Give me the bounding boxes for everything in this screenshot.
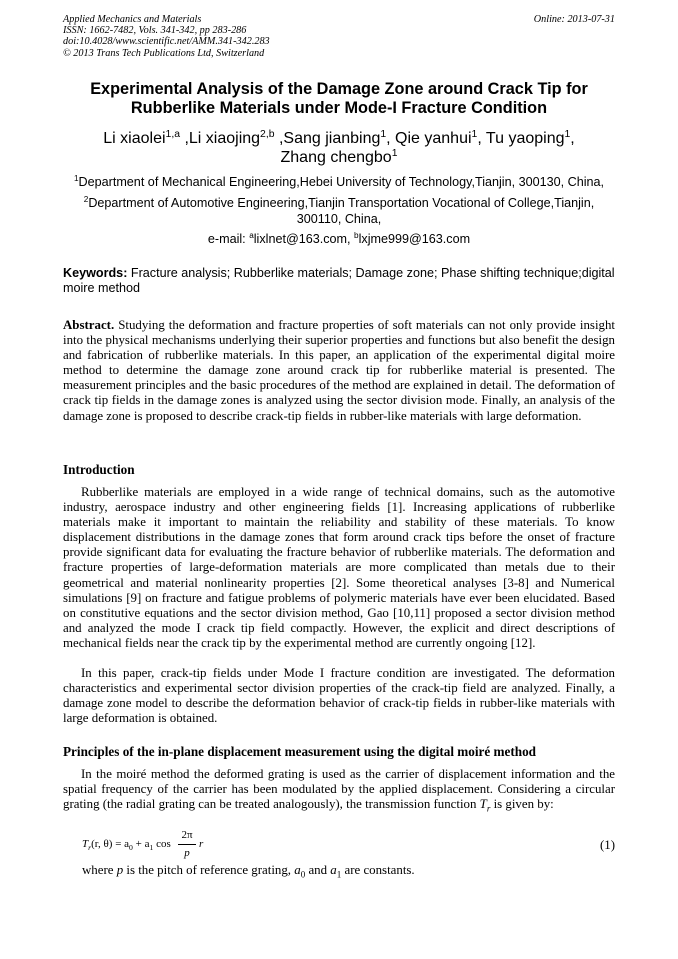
online-date: Online: 2013-07-31: [533, 14, 615, 25]
author-line-1: [63, 129, 615, 148]
keywords-text: Fracture analysis; Rubberlike materials; Damage zone; Phase shifting technique;digital moire method: [63, 266, 615, 295]
introduction-heading: Introduction: [63, 462, 135, 477]
constant-a0: a: [294, 863, 301, 877]
email-address-b[interactable]: lxjme999@163.com: [358, 232, 471, 246]
email-address-a[interactable]: lixlnet@163.com,: [253, 232, 355, 246]
constants-text: are constants.: [341, 863, 415, 877]
equation-subscript-r: r: [88, 843, 92, 853]
title-line-2: Rubberlike Materials under Mode-I Fracture Condition: [130, 99, 548, 117]
author-superscript: 1: [471, 129, 478, 141]
constant-a0-subscript: 0: [300, 869, 306, 880]
introduction-paragraph-2: In this paper, crack-tip fields under Mode I fracture condition are investigated. The deformation characteristics and experimental sector division properties of the crack-tip field are analyzed. Finally, a damage zone model to describe the deformation behavior of crack-tip fields in rubber-like materials with large deformation is obtained.: [63, 666, 615, 726]
doi-line[interactable]: doi:10.4028/www.scientific.net/AMM.341-342.283: [63, 36, 270, 48]
equation-1: [82, 829, 615, 863]
equation-subscript-0: 0: [129, 843, 133, 853]
principles-paragraph: [63, 767, 615, 817]
author-superscript: 1: [380, 129, 387, 141]
affiliation-superscript: 2: [83, 195, 89, 205]
equation-cos: cos: [153, 838, 171, 850]
introduction-paragraph-1: Rubberlike materials are employed in a wide range of technical domains, such as the automotive industry, aerospace industry and other engineering fields [1]. Increasing applications of rubberlike materials make it important to maintain the reliability and stability of these materials. To know displacement distributions in the damage zones that form around crack tips before the onset of fracture provide significant data for evaluating the fracture behavior of rubberlike materials. The deformation and fracture properties of large-deformation materials are more complicated than metals due to their geometrical and material nonlinearity properties [2]. Some theoretical analyses [3-8] and Numerical simulations [9] on fracture and fatigue problems of polymeric materials have ever been elucidated. Based on constitutive equations and the sector division method, Gao [10,11] proposed a sector division method and analyzed the mode I crack tip field compactly. However, the explicit and direct descriptions of mechanical fields near the crack tip by the experimental method are currently ongoing [12].: [63, 485, 615, 650]
issn-line: ISSN: 1662-7482, Vols. 341-342, pp 283-286: [63, 25, 247, 37]
equation-fraction-bar: [178, 844, 196, 845]
affiliation-2-line-1: [63, 195, 615, 211]
author-name: ,Sang jianbing: [274, 130, 381, 147]
abstract-text: Studying the deformation and fracture properties of soft materials can not only provide insight into the physical mechanisms underlying their superior properties and functions but also benefit the design and fabrication of rubberlike materials. In this paper, an application of the experimental digital moire method to determine the damage zone around crack tip for rubberlike material is presented. The measurement principles and the basic procedures of the method are explained in detail. The deformation of crack tip fields in the damage zones is analyzed using the sector division mode. Finally, an analysis of the damage zone is proposed to describe crack-tip fields in rubber-like materials with large deformation.: [63, 318, 615, 423]
pitch-symbol: p: [116, 863, 124, 877]
author-name: Zhang chengbo: [280, 149, 392, 166]
paper-title: [63, 80, 615, 118]
equation-plus: + a: [132, 838, 150, 850]
equation-number: (1): [599, 838, 615, 852]
keywords: [63, 266, 618, 296]
affiliation-2-line-2: 300110, China,: [296, 212, 382, 226]
affiliation-1: [63, 174, 615, 190]
journal-name: Applied Mechanics and Materials: [63, 14, 202, 25]
author-superscript: 1: [391, 148, 398, 160]
affiliation-superscript: 1: [73, 174, 79, 184]
equation-variable-r: r: [199, 838, 204, 850]
author-superscript: 1: [564, 129, 571, 141]
pitch-text: is the pitch of reference grating,: [123, 863, 295, 877]
where-text: where: [82, 863, 117, 877]
author-name: , Tu yaoping: [477, 130, 565, 147]
author-name: Li xiaolei: [103, 130, 166, 147]
author-separator: ,: [570, 130, 575, 147]
author-name: , Qie yanhui: [386, 130, 472, 147]
equation-symbol-t: T: [82, 838, 89, 850]
email-superscript: b: [354, 231, 359, 241]
equation-fraction-denominator: p: [184, 847, 190, 859]
journal-header: [63, 14, 615, 59]
equation-args: (r, θ) = a: [91, 838, 130, 850]
affiliation-2: [63, 195, 615, 227]
principles-heading: Principles of the in-plane displacement measurement using the digital moiré method: [63, 744, 537, 759]
title-line-1: Experimental Analysis of the Damage Zone around Crack Tip for: [90, 80, 588, 98]
transmission-symbol: T: [479, 797, 487, 812]
abstract: [63, 318, 615, 424]
principles-text: In the moiré method the deformed grating is used as the carrier of displacement information and the spatial frequency of the carrier has been modulated by the applied displacement. Considering a circular grating (the radial grating can be treated analogously), the transmission function: [63, 767, 615, 812]
copyright-line: © 2013 Trans Tech Publications Ltd, Switzerland: [63, 47, 265, 59]
equation-fraction-numerator: 2π: [181, 829, 193, 841]
affiliation-text: Department of Automotive Engineering,Tianjin Transportation Vocational of College,Tianjin,: [88, 196, 595, 210]
constant-a1-subscript: 1: [336, 869, 342, 880]
keywords-label: Keywords:: [63, 266, 128, 280]
and-text: and: [305, 863, 331, 877]
constant-a1: a: [330, 863, 337, 877]
author-line-2: [63, 148, 615, 167]
equation-lhs: [82, 838, 171, 852]
abstract-label: Abstract.: [63, 318, 115, 332]
affiliation-text: Department of Mechanical Engineering,Hebei University of Technology,Tianjin, 300130, China,: [78, 175, 605, 189]
author-superscript: 1,a: [165, 129, 180, 141]
equation-subscript-1: 1: [149, 843, 154, 853]
author-list: [63, 129, 615, 167]
email-superscript: a: [249, 231, 254, 241]
equation-explanation: [82, 863, 415, 880]
author-name: ,Li xiaojing: [180, 130, 261, 147]
principles-text-end: is given by:: [490, 797, 554, 812]
transmission-subscript: r: [486, 803, 491, 814]
email-label: e-mail:: [207, 232, 250, 246]
email-line: [63, 231, 615, 247]
author-superscript: 2,b: [260, 129, 275, 141]
